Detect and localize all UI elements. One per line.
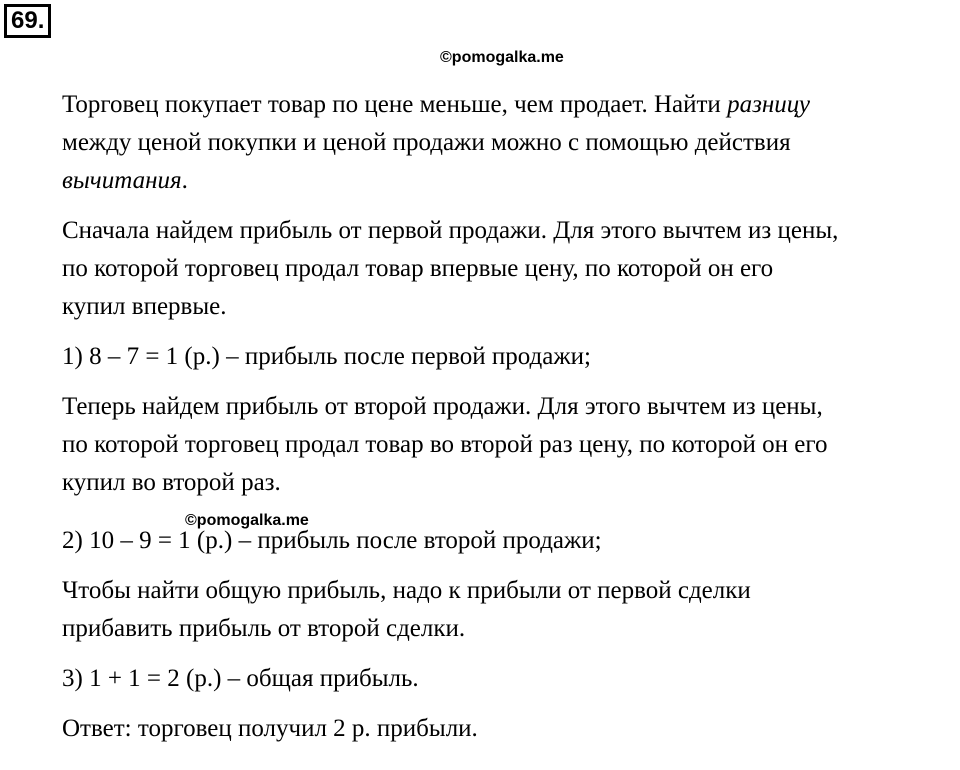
text-line: купил во второй раз. xyxy=(62,469,281,496)
text-line xyxy=(62,86,960,124)
text-line: между ценой покупки и ценой продажи можно с помощью действия xyxy=(62,129,791,156)
watermark: ©pomogalka.me xyxy=(440,49,564,66)
watermark: ©pomogalka.me xyxy=(185,512,309,529)
text-line: прибавить прибыль от второй сделки. xyxy=(62,615,466,642)
emphasis-text: разницу xyxy=(727,91,810,118)
solution-text xyxy=(62,86,960,748)
text-line: Чтобы найти общую прибыль, надо к прибыли от первой сделки xyxy=(62,577,751,604)
text-line: Сначала найдем прибыль от первой продажи. Для этого вычтем из цены, xyxy=(62,217,839,244)
problem-number: 69. xyxy=(4,4,51,38)
text-line xyxy=(62,162,960,200)
text-line: купил впервые. xyxy=(62,293,227,320)
text-line: по которой торговец продал товар впервые цену, по которой он его xyxy=(62,255,774,282)
equation-line: 2) 10 – 9 = 1 (р.) – прибыль после второй продажи; xyxy=(62,527,602,554)
emphasis-text: вычитания xyxy=(62,167,182,194)
text-line: Теперь найдем прибыль от второй продажи. Для этого вычтем из цены, xyxy=(62,393,823,420)
text-span: . xyxy=(181,167,188,194)
equation-line: 1) 8 – 7 = 1 (р.) – прибыль после первой продажи; xyxy=(62,343,591,370)
text-line: по которой торговец продал товар во второй раз цену, по которой он его xyxy=(62,431,828,458)
answer-line: Ответ: торговец получил 2 р. прибыли. xyxy=(62,715,478,742)
text-span: Торговец покупает товар по цене меньше, чем продает. Найти xyxy=(62,91,728,118)
equation-line: 3) 1 + 1 = 2 (р.) – общая прибыль. xyxy=(62,665,419,692)
